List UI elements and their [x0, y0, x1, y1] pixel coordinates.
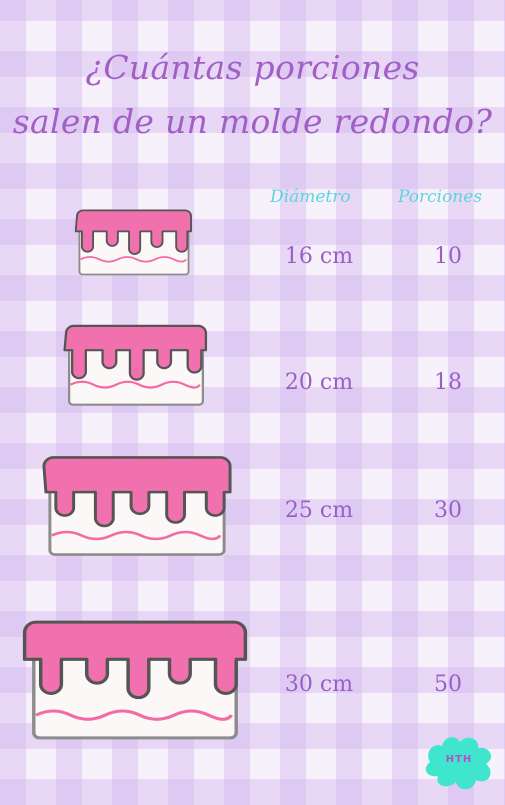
- portions-value: 50: [434, 672, 462, 697]
- diameter-value: 30 cm: [284, 672, 354, 697]
- portions-header: Porciones: [398, 187, 483, 207]
- portions-value: 10: [434, 244, 462, 269]
- cake-icon: [60, 323, 212, 409]
- cake-icon: [20, 618, 250, 742]
- portions-value: 18: [434, 370, 462, 395]
- cake-icon: [38, 454, 236, 558]
- diameter-header: Diámetro: [270, 187, 351, 207]
- badge-text: HTH: [445, 754, 473, 765]
- diameter-value: 20 cm: [284, 370, 354, 395]
- brand-badge: [420, 732, 498, 794]
- title-line-2: salen de un molde redondo?: [12, 102, 493, 141]
- cake-icon: [72, 208, 196, 278]
- diameter-value: 25 cm: [284, 498, 354, 523]
- diameter-value: 16 cm: [284, 244, 354, 269]
- title-line-1: ¿Cuántas porciones: [85, 48, 420, 87]
- portions-value: 30: [434, 498, 462, 523]
